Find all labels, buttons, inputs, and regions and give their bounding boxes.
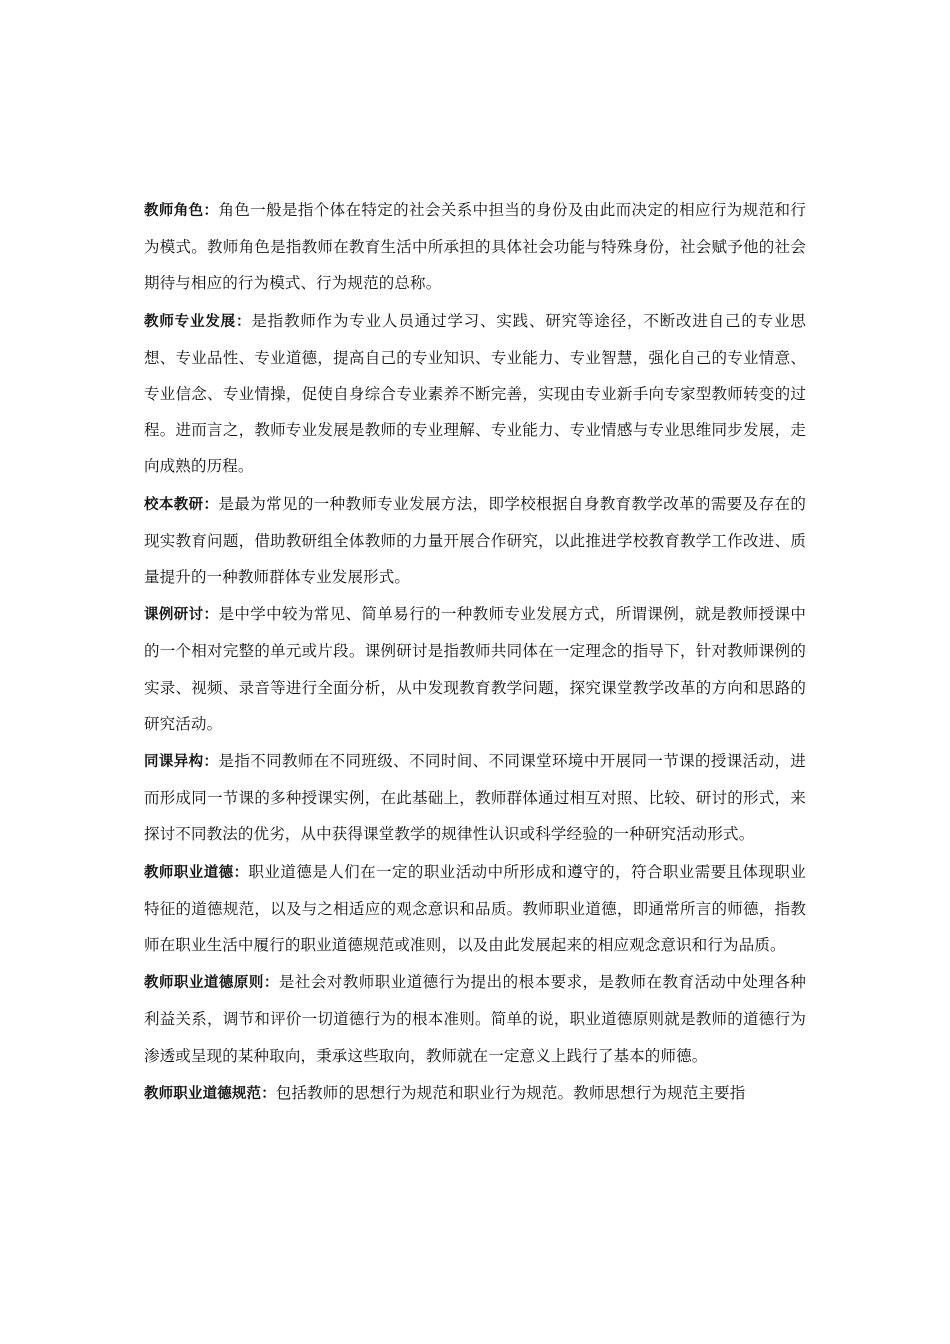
entry-term: 同课异构： xyxy=(144,754,219,771)
entry-term: 教师角色： xyxy=(144,203,219,219)
glossary-entry-professional-development xyxy=(144,303,806,485)
entry-term: 教师职业道德： xyxy=(144,864,249,881)
glossary-entry-teacher-role xyxy=(144,192,806,302)
glossary-entry-lesson-study xyxy=(144,596,806,742)
entry-definition: 是最为常见的一种教师专业发展方法，即学校根据自身教育教学改革的需要及存在的现实教育问题，借助教研组全体教师的力量开展合作研究，以此推进学校教育教学工作改进、质量提升的一种教师群体专业发展形式。 xyxy=(144,494,806,587)
glossary-entry-professional-ethics xyxy=(144,854,806,964)
entry-definition: 职业道德是人们在一定的职业活动中所形成和遵守的，符合职业需要且体现职业特征的道德规范，以及与之相适应的观念意识和品质。教师职业道德，即通常所言的师德，指教师在职业生活中履行的职业道德规范或准则，以及由此发展起来的相应观念意识和行为品质。 xyxy=(144,862,806,955)
entry-term: 教师专业发展： xyxy=(144,313,252,330)
glossary-entry-school-based-research xyxy=(144,486,806,596)
glossary-entry-ethics-principles xyxy=(144,964,806,1074)
entry-definition: 是社会对教师职业道德行为提出的根本要求，是教师在教育活动中处理各种利益关系，调节和评价一切道德行为的根本准则。简单的说，职业道德原则就是教师的道德行为渗透或呈现的某种取向，秉承这些取向，教师就在一定意义上践行了基本的师德。 xyxy=(144,973,806,1065)
entry-term: 教师职业道德规范： xyxy=(144,1085,276,1102)
entry-definition: 角色一般是指个体在特定的社会关系中担当的身份及由此而决定的相应行为规范和行为模式。教师角色是指教师在教育生活中所承担的具体社会功能与特殊身份，社会赋予他的社会期待与相应的行为模式、行为规范的总称。 xyxy=(144,201,806,293)
glossary-entry-ethics-norms xyxy=(144,1075,806,1112)
entry-definition: 是中学中较为常见、简单易行的一种教师专业发展方式，所谓课例，就是教师授课中的一个相对完整的单元或片段。课例研讨是指教师共同体在一定理念的指导下，针对教师课例的实录、视频、录音等进行全面分析，从中发现教育教学问题，探究课堂教学改革的方向和思路的研究活动。 xyxy=(144,605,806,733)
entry-definition: 是指教师作为专业人员通过学习、实践、研究等途径，不断改进自己的专业思想、专业品性、专业道德，提高自己的专业知识、专业能力、专业智慧，强化自己的专业情意、专业信念、专业情操，促使自身综合专业素养不断完善，实现由专业新手向专家型教师转变的过程。进而言之，教师专业发展是教师的专业理解、专业能力、专业情感与专业思维同步发展，走向成熟的历程。 xyxy=(144,311,806,476)
glossary-entry-same-lesson-different-design xyxy=(144,743,806,853)
entry-definition: 是指不同教师在不同班级、不同时间、不同课堂环境中开展同一节课的授课活动，进而形成同一节课的多种授课实例，在此基础上，教师群体通过相互对照、比较、研讨的形式，来探讨不同教法的优劣，从中获得课堂教学的规律性认识或科学经验的一种研究活动形式。 xyxy=(144,752,806,844)
entry-definition: 包括教师的思想行为规范和职业行为规范。教师思想行为规范主要指 xyxy=(275,1083,746,1102)
entry-term: 课例研讨： xyxy=(144,607,219,624)
document-body xyxy=(144,192,806,1113)
entry-term: 校本教研： xyxy=(144,496,219,513)
entry-term: 教师职业道德原则： xyxy=(144,975,279,992)
